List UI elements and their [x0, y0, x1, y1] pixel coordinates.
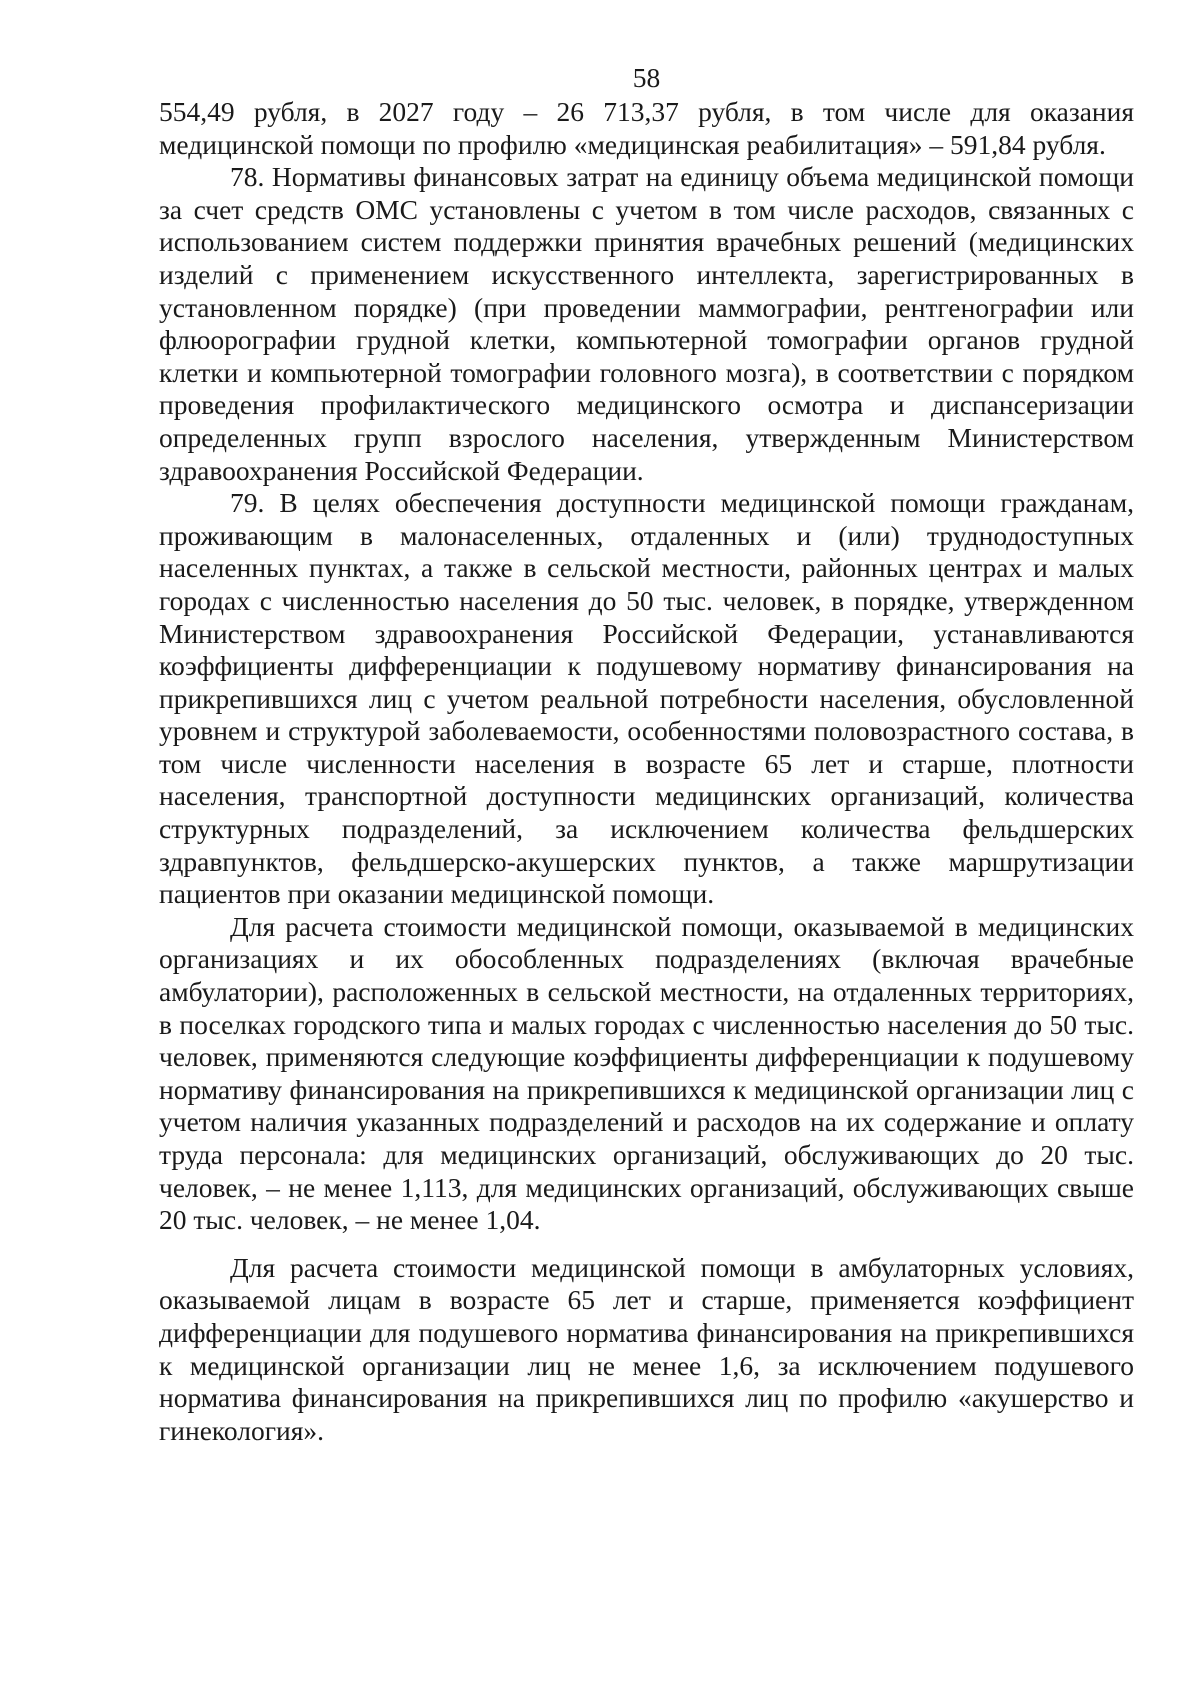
paragraph-item-79: 79. В целях обеспечения доступности медицинской помощи гражданам, проживающим в малонаселенных, отдаленных и (или) труднодоступных населенных пунктах, а также в сельской местности, районных центрах и малых городах с численностью населения до 50 тыс. человек, в порядке, утвержденном Министерством здравоохранения Российской Федерации, устанавливаются коэффициенты дифференциации к подушевому нормативу финансирования на прикрепившихся лиц с учетом реальной потребности населения, обусловленной уровнем и структурой заболеваемости, особенностями половозрастного состава, в том числе численности населения в возрасте 65 лет и старше, плотности населения, транспортной доступности медицинских организаций, количества структурных подразделений, за исключением количества фельдшерских здравпунктов, фельдшерско-акушерских пунктов, а также маршрутизации пациентов при оказании медицинской помощи. — [159, 487, 1134, 910]
paragraph-item-78: 78. Нормативы финансовых затрат на единицу объема медицинской помощи за счет средств ОМС установлены с учетом в том числе расходов, связанных с использованием систем поддержки принятия врачебных решений (медицинских изделий с применением искусственного интеллекта, зарегистрированных в установленном порядке) (при проведении маммографии, рентгенографии или флюорографии грудной клетки, компьютерной томографии органов грудной клетки и компьютерной томографии головного мозга), в соответствии с порядком проведения профилактического медицинского осмотра и диспансеризации определенных групп взрослого населения, утвержденным Министерством здравоохранения Российской Федерации. — [159, 161, 1134, 486]
paragraph-coefficients-rural: Для расчета стоимости медицинской помощи, оказываемой в медицинских организациях и их обособленных подразделениях (включая врачебные амбулатории), расположенных в сельской местности, на отдаленных территориях, в поселках городского типа и малых городах с численностью населения до 50 тыс. человек, применяются следующие коэффициенты дифференциации к подушевому нормативу финансирования на прикрепившихся к медицинской организации лиц с учетом наличия указанных подразделений и расходов на их содержание и оплату труда персонала: для медицинских организаций, обслуживающих до 20 тыс. человек, – не менее 1,113, для медицинских организаций, обслуживающих свыше 20 тыс. человек, – не менее 1,04. — [159, 910, 1134, 1236]
document-page — [159, 62, 1134, 1447]
paragraph-coefficients-elderly: Для расчета стоимости медицинской помощи в амбулаторных условиях, оказываемой лицам в возрасте 65 лет и старше, применяется коэффициент дифференциации для подушевого норматива финансирования на прикрепившихся к медицинской организации лиц не менее 1,6, за исключением подушевого норматива финансирования на прикрепившихся лиц по профилю «акушерство и гинекология». — [159, 1251, 1134, 1446]
page-number: 58 — [632, 62, 661, 93]
paragraph-continuation: 554,49 рубля, в 2027 году – 26 713,37 рубля, в том числе для оказания медицинской помощи по профилю «медицинская реабилитация» – 591,84 рубля. — [159, 96, 1134, 160]
